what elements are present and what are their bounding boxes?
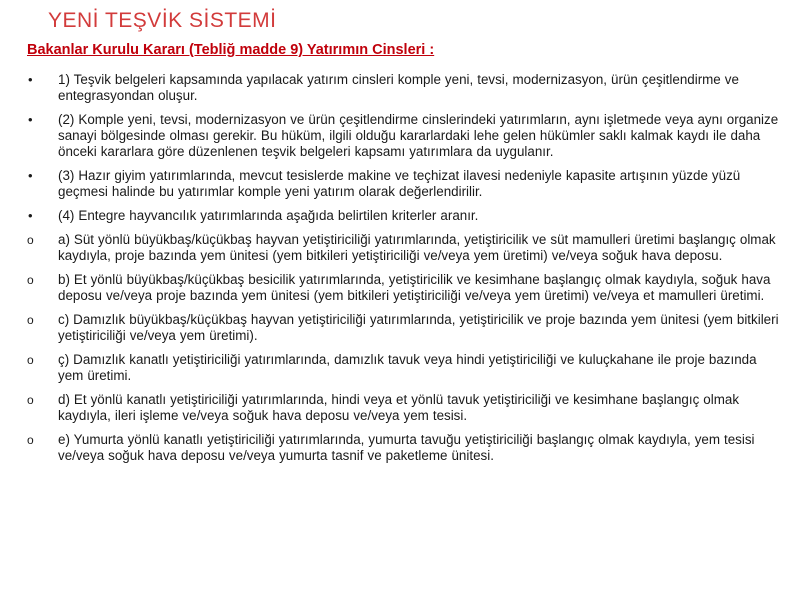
slide-subtitle: Bakanlar Kurulu Kararı (Tebliğ madde 9) Yatırımın Cinsleri : — [27, 42, 435, 58]
sub-list-item — [26, 312, 780, 344]
sub-list-item — [26, 432, 780, 464]
list-item-text: (3) Hazır giyim yatırımlarında, mevcut tesislerde makine ve teçhizat ilavesi nedeniyle kapasite artışının yüzde yüzü geçmesi halinde bu yatırımlar komple yeni yatırım olarak değerlendirilir. — [58, 168, 741, 199]
sub-list-item-text: a) Süt yönlü büyükbaş/küçükbaş hayvan yetiştiriciliği yatırımlarında, yetiştiricilik ve süt mamulleri üretimi başlangıç olmak kaydıyla, proje bazında yem ünitesi (yem bitkileri yetiştiriciliği ve/veya yem üretimi) ve/veya soğuk hava deposu. — [58, 232, 776, 263]
bullet-marker: • — [28, 112, 33, 127]
sub-bullet-marker: o — [27, 233, 34, 247]
bullet-marker: • — [28, 72, 33, 87]
list-item-text: (4) Entegre hayvancılık yatırımlarında aşağıda belirtilen kriterler aranır. — [58, 208, 479, 223]
list-item — [26, 72, 780, 104]
sub-list-item-text: c) Damızlık büyükbaş/küçükbaş hayvan yetiştiriciliği yatırımlarında, yetiştiricilik ve proje bazında yem ünitesi (yem bitkileri yetiştiriciliği ve/veya yem üretimi). — [58, 312, 779, 343]
sub-bullet-marker: o — [27, 313, 34, 327]
bullet-marker: • — [28, 208, 33, 223]
slide-title: YENİ TEŞVİK SİSTEMİ — [48, 9, 277, 32]
sub-list-item — [26, 352, 780, 384]
list-item-text: 1) Teşvik belgeleri kapsamında yapılacak yatırım cinsleri komple yeni, tevsi, modernizasyon, ürün çeşitlendirme ve entegrasyondan oluşur. — [58, 72, 739, 103]
sub-list-item — [26, 392, 780, 424]
sub-bullet-marker: o — [27, 433, 34, 447]
sub-list-item-text: d) Et yönlü kanatlı yetiştiriciliği yatırımlarında, hindi veya et yönlü tavuk yetiştiriciliği ve kesimhane başlangıç olmak kaydıyla, ileri işleme ve/veya soğuk hava deposu ve/veya yem tesisi. — [58, 392, 740, 423]
list-item — [26, 168, 780, 200]
sub-list-item-text: e) Yumurta yönlü kanatlı yetiştiriciliği yatırımlarında, yumurta tavuğu yetiştiriciliği başlangıç olmak kaydıyla, yem tesisi ve/veya soğuk hava deposu ve/veya yumurta tasnif ve paketleme ünitesi. — [58, 432, 755, 463]
bullet-marker: • — [28, 168, 33, 183]
sub-list-item-text: ç) Damızlık kanatlı yetiştiriciliği yatırımlarında, damızlık tavuk veya hindi yetiştiriciliği ve kuluçkahane ile proje bazında yem üretimi. — [58, 352, 757, 383]
sub-bullet-marker: o — [27, 393, 34, 407]
bullet-list — [26, 72, 780, 472]
list-item — [26, 112, 780, 160]
sub-list-item — [26, 232, 780, 264]
sub-bullet-marker: o — [27, 353, 34, 367]
sub-bullet-marker: o — [27, 273, 34, 287]
sub-list-item — [26, 272, 780, 304]
list-item-text: (2) Komple yeni, tevsi, modernizasyon ve ürün çeşitlendirme cinslerindeki yatırımların, aynı işletmede veya aynı organize sanayi bölgesinde olması gerekir. Bu hüküm, ilgili olduğu kararlardaki lehe gelen hükümler saklı kalmak kaydı ile daha önceki kararlara göre düzenlenen teşvik belgeleri kapsamı yatırımlara da uygulanır. — [58, 112, 779, 159]
sub-list-item-text: b) Et yönlü büyükbaş/küçükbaş besicilik yatırımlarında, yetiştiricilik ve kesimhane başlangıç olmak kaydıyla, soğuk hava deposu ve/veya proje bazında yem ünitesi (yem bitkileri yetiştiriciliği ve/veya yem üretimi) ve/veya et mamulleri üretimi. — [58, 272, 771, 303]
list-item — [26, 208, 780, 224]
